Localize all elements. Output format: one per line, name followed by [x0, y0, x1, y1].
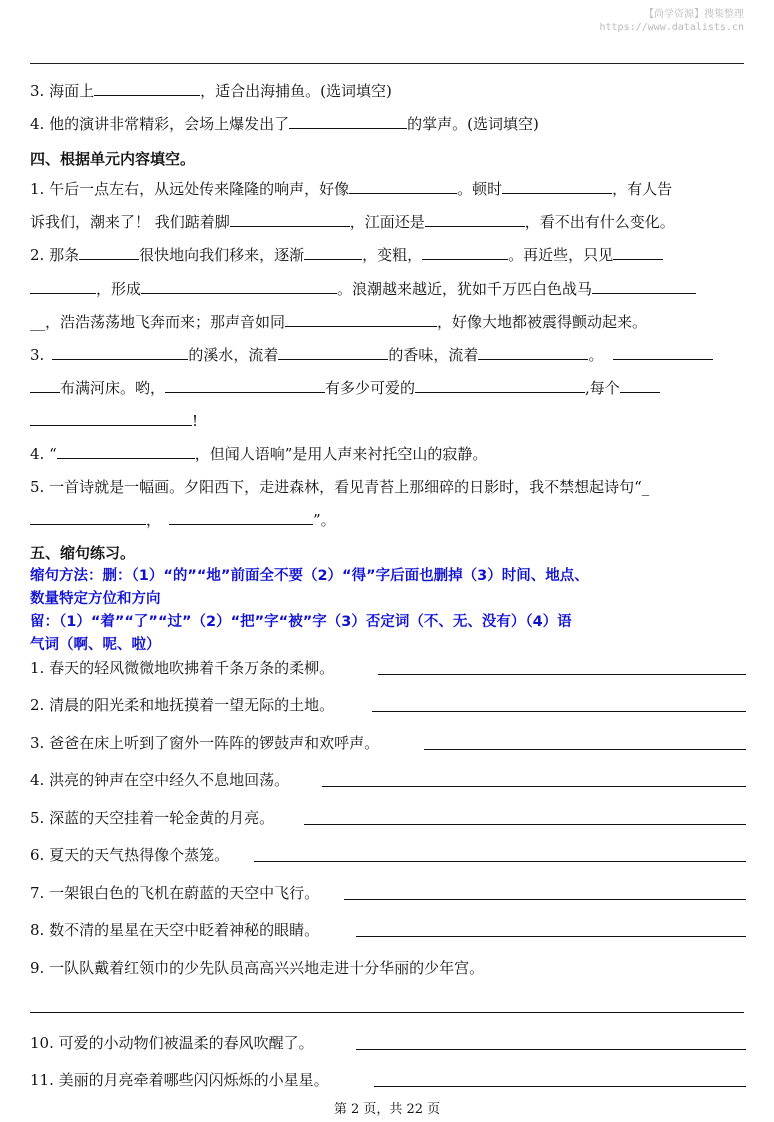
- answer-blank[interactable]: [165, 378, 325, 393]
- method-line-2: 数量特定方位和方向: [30, 591, 161, 607]
- answer-line[interactable]: [356, 1049, 746, 1050]
- answer-blank[interactable]: [613, 345, 713, 360]
- item-text: 11. 美丽的月亮牵着哪些闪闪烁烁的小星星。: [30, 1071, 329, 1089]
- q-text: 的溪水，流着: [188, 346, 279, 364]
- answer-blank[interactable]: [30, 378, 60, 393]
- answer-blank[interactable]: [425, 212, 525, 227]
- s5-item-2: [30, 693, 746, 717]
- answer-line[interactable]: [344, 899, 746, 900]
- q-text: 很快地向我们移来，逐渐: [139, 246, 305, 264]
- answer-line[interactable]: [356, 936, 746, 937]
- section-4-heading: 四、根据单元内容填空。: [30, 150, 196, 168]
- answer-blank[interactable]: [94, 81, 200, 96]
- question-3-4: [30, 112, 746, 136]
- answer-blank[interactable]: [289, 114, 407, 129]
- q-text: 的掌声。(选词填空): [407, 115, 539, 133]
- s4-q3-line3: [30, 409, 746, 433]
- s4-q3-line1: [30, 343, 746, 367]
- watermark-title: 【尚学资源】搜集整理: [644, 9, 744, 20]
- q-text: 3. 海面上: [30, 82, 95, 100]
- answer-blank[interactable]: [79, 245, 139, 260]
- item-text: 8. 数不清的星星在天空中眨着神秘的眼睛。: [30, 921, 320, 939]
- keep-line-1: 留：（1）“着”“了”“过”（2）“把”字“被”字（3）否定词（不、无、没有）（4）语: [30, 614, 572, 630]
- s4-q4: [30, 442, 746, 466]
- answer-blank[interactable]: [169, 510, 313, 525]
- answer-blank[interactable]: [620, 378, 660, 393]
- s5-item-4: [30, 768, 746, 792]
- q-text: 5. 一首诗就是一幅画。夕阳西下，走进森林，看见青苔上那细碎的日影时，我不禁想起诗句“_: [30, 478, 650, 496]
- q-text: ，但闻人语响”是用人声来衬托空山的寂静。: [194, 445, 488, 463]
- method-line-1: 缩句方法：删：（1）“的”“地”前面全不要（2）“得”字后面也删掉（3）时间、地点、: [30, 568, 589, 584]
- item-text: 3. 爸爸在床上听到了窗外一阵阵的锣鼓声和欢呼声。: [30, 734, 380, 752]
- s5-item-11: [30, 1068, 746, 1092]
- item-text: 6. 夏天的天气热得像个蒸笼。: [30, 846, 230, 864]
- section-5-heading: 五、缩句练习。: [30, 544, 136, 562]
- answer-blank[interactable]: [613, 245, 663, 260]
- question-3-3: [30, 79, 746, 103]
- watermark: [600, 8, 745, 34]
- q-text: ，: [146, 511, 162, 529]
- answer-line[interactable]: [372, 711, 746, 712]
- page-footer: 第 2 页，共 22 页: [333, 1102, 441, 1117]
- q-text: 4. “: [30, 445, 57, 463]
- s4-q2-line3: [30, 310, 746, 334]
- q-text: 。浪潮越来越近，犹如千万匹白色战马: [337, 280, 593, 298]
- q-text: 布满河床。哟，: [60, 379, 166, 397]
- s4-q5-line1: [30, 475, 746, 499]
- item-text: 4. 洪亮的钟声在空中经久不息地回荡。: [30, 771, 290, 789]
- answer-blank[interactable]: [592, 279, 696, 294]
- keep-line-2: 气词（啊、呢、啦）: [30, 637, 161, 653]
- q-text: ，江面还是: [349, 213, 425, 231]
- q-text: ，变粗，: [362, 246, 423, 264]
- answer-blank[interactable]: [349, 179, 457, 194]
- item-text: 1. 春天的轻风微微地吹拂着千条万条的柔柳。: [30, 659, 335, 677]
- q-text: __，浩浩荡荡地飞奔而来；那声音如同: [30, 313, 286, 331]
- s4-q2-line2: [30, 277, 746, 301]
- answer-line[interactable]: [424, 749, 746, 750]
- item-text: 5. 深蓝的天空挂着一轮金黄的月亮。: [30, 809, 275, 827]
- q-text: 。顿时: [457, 180, 503, 198]
- s5-item-1: [30, 656, 746, 680]
- s5-item-10: [30, 1031, 746, 1055]
- item-text: 10. 可爱的小动物们被温柔的春风吹醒了。: [30, 1034, 314, 1052]
- answer-line-item-9[interactable]: [30, 1012, 744, 1013]
- answer-blank[interactable]: [415, 378, 585, 393]
- q-text: ”。: [313, 511, 336, 529]
- answer-line[interactable]: [304, 824, 746, 825]
- q-text: 4. 他的演讲非常精彩，会场上爆发出了: [30, 115, 290, 133]
- answer-blank[interactable]: [478, 345, 588, 360]
- q-text: ，好像大地都被震得颤动起来。: [437, 313, 648, 331]
- answer-blank[interactable]: [30, 510, 146, 525]
- answer-blank[interactable]: [278, 345, 388, 360]
- answer-blank[interactable]: [422, 245, 508, 260]
- answer-blank[interactable]: [141, 279, 337, 294]
- item-text: 9. 一队队戴着红领巾的少先队员高高兴兴地走进十分华丽的少年宫。: [30, 959, 485, 977]
- answer-blank[interactable]: [30, 411, 192, 426]
- q-text: ，形成: [96, 280, 142, 298]
- s4-q1-line2: [30, 210, 746, 234]
- answer-blank[interactable]: [57, 444, 195, 459]
- q-text: 的香味，流着: [388, 346, 479, 364]
- q-text: 诉我们，潮来了！ 我们踮着脚: [30, 213, 230, 231]
- s4-q3-line2: [30, 376, 746, 400]
- answer-line[interactable]: [254, 861, 746, 862]
- q-text: 1. 午后一点左右，从远处传来隆隆的响声，好像: [30, 180, 350, 198]
- q-text: ，看不出有什么变化。: [524, 213, 675, 231]
- header-rule: [30, 63, 744, 64]
- s4-q5-line2: [30, 508, 746, 532]
- s4-q2-line1: [30, 243, 746, 267]
- q-text: ，适合出海捕鱼。(选词填空): [200, 82, 392, 100]
- answer-blank[interactable]: [285, 312, 437, 327]
- answer-blank[interactable]: [52, 345, 188, 360]
- answer-blank[interactable]: [502, 179, 612, 194]
- item-text: 2. 清晨的阳光柔和地抚摸着一望无际的土地。: [30, 696, 335, 714]
- q-text: 有多少可爱的: [325, 379, 416, 397]
- q-text: ,每个: [585, 379, 620, 397]
- q-text: 。: [588, 346, 604, 364]
- s5-item-5: [30, 806, 746, 830]
- s4-q1-line1: [30, 177, 746, 201]
- answer-blank[interactable]: [230, 212, 350, 227]
- answer-blank[interactable]: [30, 279, 96, 294]
- s5-item-3: [30, 731, 746, 755]
- q-text: ，有人告: [612, 180, 673, 198]
- answer-line[interactable]: [374, 1086, 746, 1087]
- answer-line[interactable]: [378, 674, 746, 675]
- answer-blank[interactable]: [304, 245, 362, 260]
- q-text: 2. 那条: [30, 246, 80, 264]
- q-text: 3.: [30, 346, 45, 364]
- s5-item-6: [30, 843, 746, 867]
- q-text: 。再近些，只见: [508, 246, 614, 264]
- item-text: 7. 一架银白色的飞机在蔚蓝的天空中飞行。: [30, 884, 320, 902]
- s5-item-9: [30, 956, 746, 980]
- watermark-url: https://www.datalists.cn: [599, 22, 744, 33]
- s5-item-7: [30, 881, 746, 905]
- s5-item-8: [30, 918, 746, 942]
- answer-line[interactable]: [322, 786, 746, 787]
- q-text: !: [192, 412, 199, 430]
